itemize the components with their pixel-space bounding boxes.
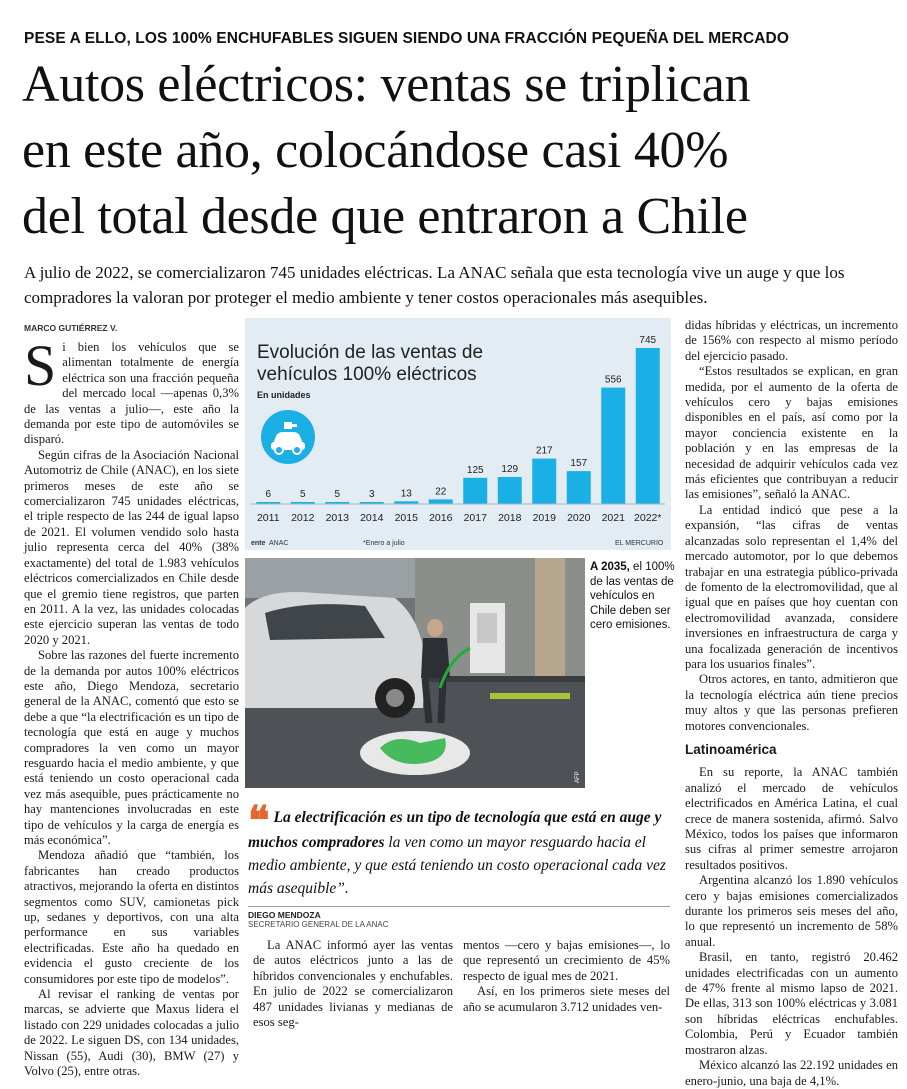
bar-2021 — [601, 388, 625, 504]
category-label: 2016 — [429, 512, 453, 524]
chart-footnote: *Enero a julio — [363, 540, 405, 547]
value-label: 5 — [299, 489, 306, 500]
bar-2019 — [532, 459, 556, 504]
chart-unit-label: En unidades — [257, 390, 311, 400]
pull-quote — [248, 798, 670, 900]
chart-source-prefix: ente — [251, 540, 266, 547]
article-column-3 — [685, 318, 898, 1089]
article-column-1 — [24, 333, 239, 1080]
divider — [248, 906, 670, 907]
charging-photo — [245, 558, 585, 788]
paragraph: didas híbridas y eléctricas, un incremento de 156% con respecto al mismo período del ejercicio pasado. — [685, 318, 898, 363]
category-label: 2011 — [256, 512, 280, 524]
value-label: 13 — [400, 488, 412, 500]
lead-paragraph: A julio de 2022, se comercializaron 745 unidades eléctricas. La ANAC señala que esta tecnología vive un auge y que los compradores la valoran por proteger el medio ambiente y tener costos operacionales más asequibles. — [24, 263, 845, 307]
drop-cap: S — [24, 333, 57, 398]
headline-line-3: del total desde que entraron a Chile — [22, 188, 748, 245]
caption-bold: A 2035, — [590, 561, 630, 573]
photo-caption — [590, 560, 675, 633]
value-label: 217 — [535, 445, 553, 457]
paragraph: En su reporte, la ANAC también analizó el mercado de vehículos electrificados en América Latina, el cual crece de manera sostenida, afirmó. Salvo México, todos los países que informaron sus cifras al primer semestre arrojaron resultados positivos. — [685, 765, 898, 872]
paragraph: Otros actores, en tanto, admitieron que la tecnología eléctrica aún tiene precios muy altos y que las personas prefieren motores convencionales. — [685, 672, 898, 733]
category-label: 2013 — [325, 512, 349, 524]
paragraph: México alcanzó las 22.192 unidades en enero-junio, una baja de 4,1%. — [685, 1058, 898, 1088]
paragraph: “Estos resultados se explican, en gran medida, por el aumento de la oferta de vehículos cero y bajas emisiones disponibles en el país, así como por la mayor conciencia existente en la población y en las empresas de la necesidad de adquirir vehículos cada vez más eficientes que contribuyan a reducir las emisiones”, señaló la ANAC. — [685, 364, 898, 502]
chart-source: ANAC — [269, 540, 289, 547]
value-label: 745 — [639, 335, 657, 346]
article-column-2b — [463, 938, 670, 1015]
value-label: 6 — [265, 489, 272, 500]
paragraph: Sobre las razones del fuerte incremento de la demanda por autos 100% eléctricos este año, Diego Mendoza, secretario general de la ANAC, comentó que esto se debe a que “la electrificación es un tipo de tecnología que está en auge y muchos compradores la ven como un mayor resguardo hacia el medio ambiente, y que está teniendo un costo operacional cada vez más asequible, pues prácticamente no hay mantenciones involucradas en este tipo de vehículos y la carga de energía es más económica”. — [24, 648, 239, 847]
chart-credit: EL MERCURIO — [615, 540, 664, 547]
paragraph: mentos —cero y bajas emisiones—, lo que representó un crecimiento de 45% respecto de igual mes de 2021. — [463, 938, 670, 983]
paragraph: Así, en los primeros siete meses del año se acumularon 3.712 unidades ven- — [463, 984, 670, 1014]
quote-text: la ven como un mayor resguardo hacia el medio ambiente, y que está teniendo un costo operacional cada vez más asequible”. — [248, 834, 666, 897]
paragraph: Argentina alcanzó los 1.890 vehículos cero y bajas emisiones comercializados durante los primeros seis meses del año, lo que representó un incremento de 58% anual. — [685, 873, 898, 949]
category-label: 2020 — [567, 512, 591, 524]
paragraph: Al revisar el ranking de ventas por marcas, se advierte que Maxus lidera el listado con 229 unidades colocadas a julio de 2022. Le siguen DS, con 134 unidades, Nissan (55), Audi (30), BMW (27) y Volvo (25), entre otras. — [24, 987, 239, 1079]
article-column-2a — [253, 938, 453, 1030]
quote-bold: La electrificación es un tipo de tecnología que está en auge y muchos compradores — [248, 809, 662, 851]
paragraph: Mendoza añadió que “también, los fabricantes han creado productos atractivos, mejorando la oferta en distintos segmentos como SUV, camionetas pick up, sedanes y deportivos, con una alta performance en sus variables electrificadas. Este año ha quedado en evidencia el gusto creciente de los consumidores por este tipo de modelos”. — [24, 848, 239, 986]
value-label: 157 — [570, 458, 588, 470]
photo-illustration — [245, 558, 585, 788]
headline-line-1: Autos eléctricos: ventas se triplican — [22, 56, 751, 113]
category-label: 2021 — [601, 512, 625, 524]
quote-author-role: SECRETARIO GENERAL DE LA ANAC — [248, 920, 389, 929]
quote-author: DIEGO MENDOZA — [248, 910, 321, 920]
bar-2018 — [498, 477, 522, 504]
section-subhead: Latinoamérica — [685, 741, 777, 757]
byline: MARCO GUTIÉRREZ V. — [24, 323, 118, 333]
photo-credit: AFP — [575, 771, 581, 783]
category-label: 2015 — [394, 512, 418, 524]
value-label: 125 — [466, 464, 484, 476]
value-label: 556 — [604, 374, 622, 386]
category-label: 2019 — [532, 512, 556, 524]
category-label: 2014 — [360, 512, 384, 524]
headline-line-2: en este año, colocándose casi 40% — [22, 122, 729, 179]
category-label: 2022* — [634, 512, 662, 524]
value-label: 22 — [435, 486, 447, 498]
paragraph: Brasil, en tanto, registró 20.462 unidades electrificadas con un aumento de 47% frente al mismo lapso de 2021. De ellas, 313 son 100% eléctricas y 3.081 son híbridas eléctricas enchufables. Colombia, Perú y Ecuador también mostraron alzas. — [685, 950, 898, 1057]
quote-mark-icon: ❝ — [248, 798, 270, 843]
paragraph: Según cifras de la Asociación Nacional Automotriz de Chile (ANAC), en los siete primeros meses de este año se comercializaron 745 unidades eléctricas, el triple respecto de las 244 de igual lapso de 2021. El volumen vendido solo hasta julio representa cerca del 40% (38% exactamente) del total de 1.983 vehículos eléctricos comercializados en Chile desde que el gremio tiene registros, que parten en 2011. A la vez, las unidades colocadas este ejercicio superan las ventas de todo 2020 y 2021. — [24, 447, 239, 647]
paragraph-text: i bien los vehículos que se alimentan totalmente de energía eléctrica son una fracción pequeña del mercado local —apenas 0,3% de las ventas a julio—, este año la demanda por este tipo de automóviles se disparó. — [24, 340, 239, 447]
bar-2022* — [636, 348, 660, 504]
value-label: 3 — [368, 489, 375, 500]
value-label: 129 — [501, 463, 519, 475]
paragraph — [24, 333, 239, 448]
kicker: PESE A ELLO, LOS 100% ENCHUFABLES SIGUEN SIENDO UNA FRACCIÓN PEQUEÑA DEL MERCADO — [24, 30, 790, 47]
sales-chart — [245, 318, 671, 550]
paragraph: La ANAC informó ayer las ventas de autos eléctricos junto a las de híbridos convencionales y enchufables. En julio de 2022 se comercializaron 487 unidades livianas y medianas de esos seg- — [253, 938, 453, 1030]
bar-2020 — [567, 471, 591, 504]
value-label: 5 — [334, 489, 341, 500]
caption-text: el 100% de las ventas de vehículos en Chile deben ser cero emisiones. — [590, 561, 675, 631]
category-label: 2012 — [291, 512, 315, 524]
category-label: 2017 — [463, 512, 487, 524]
bar-2017 — [463, 478, 487, 504]
bar-2016 — [429, 499, 453, 504]
paragraph: La entidad indicó que pese a la expansión, “las cifras de ventas alcanzadas solo representan el 1,4% del mercado automotor, por lo que debemos trabajar en una estrategia público-privada de fomento de la electromovilidad, que al igual que en países que hoy cuentan con electromovilidad avanzada, considere inversiones en infraestructura de carga y una focalizada generación de incentivos para los usuarios finales”. — [685, 502, 898, 671]
chart-title: Evolución de las ventas de vehículos 100% eléctricos — [257, 342, 484, 385]
chart-plot — [245, 318, 671, 538]
chart-footer — [245, 538, 671, 552]
headline — [22, 52, 892, 250]
category-label: 2018 — [498, 512, 522, 524]
